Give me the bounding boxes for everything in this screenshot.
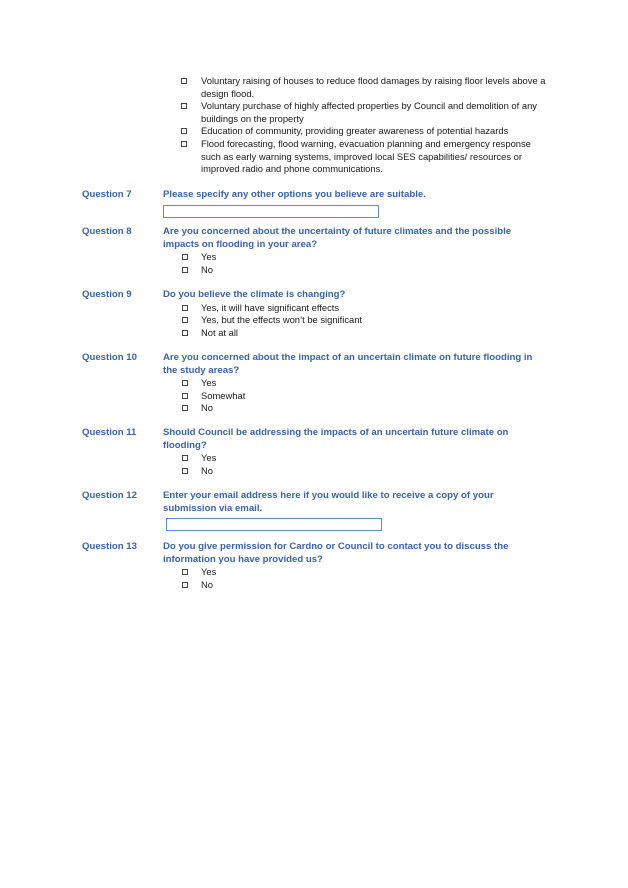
question-body [163,226,543,276]
answer-label: Yes [201,251,217,263]
question-body [163,541,543,591]
answer-list [182,566,543,591]
question-body [163,352,543,415]
question-body [163,427,543,477]
checkbox[interactable] [182,330,188,336]
checkbox[interactable] [182,582,188,588]
answer-option [182,402,543,415]
question-body [163,289,543,339]
email-field[interactable] [166,518,382,531]
question-label: Question 8 [82,226,132,237]
option-label: Voluntary raising of houses to reduce flood damages by raising floor levels above a design flood. [201,75,546,99]
answer-option [182,566,543,579]
answer-option [182,314,543,327]
answer-option [182,390,543,403]
option-label: Education of community, providing greater awareness of potential hazards [201,125,509,137]
checkbox[interactable] [182,317,188,323]
answer-option [182,579,543,592]
answer-option [182,251,543,264]
question-text: Do you believe the climate is changing? [163,289,346,300]
answer-label: Not at all [201,326,238,338]
answer-option [182,264,543,277]
option-label: Flood forecasting, flood warning, evacuation planning and emergency response such as early warning systems, improved local SES capabilities/ resources or improved radio and phone communications. [201,137,531,175]
options-list [181,75,551,176]
question-text: Are you concerned about the impact of an uncertain climate on future flooding in the study areas? [163,352,533,376]
checkbox[interactable] [181,141,187,147]
answer-label: Yes, but the effects won’t be significant [201,314,363,326]
answer-option [182,465,543,478]
checkbox[interactable] [182,254,188,260]
question-label: Question 9 [82,289,132,300]
answer-option [182,327,543,340]
answer-option [182,302,543,315]
checkbox[interactable] [182,405,188,411]
checkbox[interactable] [182,455,188,461]
other-options-input[interactable] [163,205,379,218]
answer-list [182,377,543,415]
checkbox[interactable] [181,128,187,134]
answer-list [182,251,543,276]
answer-label: Yes [201,452,217,464]
answer-label: No [201,464,213,476]
checkbox[interactable] [181,78,187,84]
answer-label: Yes [201,566,217,578]
checkbox[interactable] [182,305,188,311]
answer-option [182,452,543,465]
question-label: Question 10 [82,352,137,363]
question-label: Question 11 [82,427,137,438]
question-label: Question 7 [82,189,132,200]
option-voluntary-purchase [181,100,551,125]
option-label: Voluntary purchase of highly affected properties by Council and demolition of any buildings on the property [201,100,537,124]
answer-label: Somewhat [201,389,246,401]
question-text: Please specify any other options you believe are suitable. [163,189,426,200]
checkbox[interactable] [182,380,188,386]
option-flood-forecasting [181,138,551,176]
answer-list [182,452,543,477]
question-text: Do you give permission for Cardno or Council to contact you to discuss the information you have provided us? [163,541,509,565]
question-text: Enter your email address here if you would like to receive a copy of your submission via email. [163,490,494,514]
option-community-education [181,125,551,138]
question-body [163,189,543,218]
option-house-raising [181,75,551,100]
question-body [163,490,543,531]
checkbox[interactable] [181,103,187,109]
answer-label: Yes, it will have significant effects [201,301,340,313]
checkbox[interactable] [182,468,188,474]
question-label: Question 13 [82,541,137,552]
answer-label: Yes [201,377,217,389]
answer-list [182,302,543,340]
checkbox[interactable] [182,393,188,399]
question-label: Question 12 [82,490,137,501]
question-text: Are you concerned about the uncertainty of future climates and the possible impacts on flooding in your area? [163,226,512,250]
checkbox[interactable] [182,267,188,273]
answer-label: No [201,263,213,275]
answer-option [182,377,543,390]
question-text: Should Council be addressing the impacts of an uncertain future climate on flooding? [163,427,509,451]
answer-label: No [201,578,213,590]
checkbox[interactable] [182,569,188,575]
answer-label: No [201,402,213,414]
